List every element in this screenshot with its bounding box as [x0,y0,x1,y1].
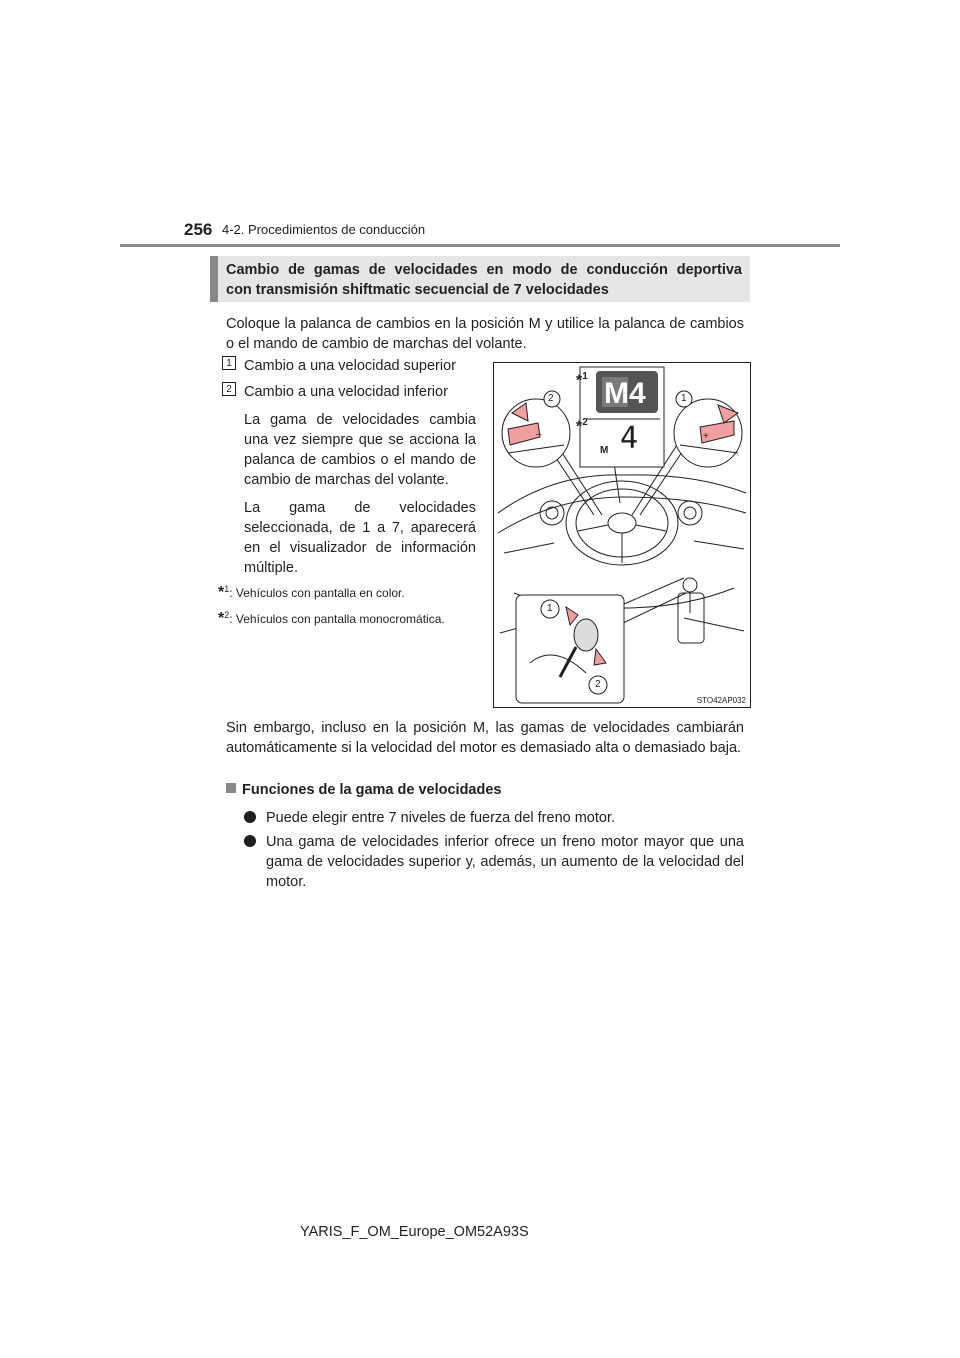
bullet-dot-icon [244,811,256,823]
bullet-text: Una gama de velocidades inferior ofrece un freno motor mayor que una gama de velocidades superior y, además, un aumento de la velocidad del motor. [266,834,744,890]
footnote-text: : Vehículos con pantalla monocromática. [229,612,445,626]
topic-title-line2: con transmisión shiftmatic secuencial de 7 velocidades [226,282,609,298]
topic-title-box [210,256,750,302]
star2-mark: * [576,418,583,436]
footnote-sup: 1 [224,584,230,594]
mono-display-mode: M [600,445,609,456]
bullet-text: Puede elegir entre 7 niveles de fuerza del freno motor. [266,810,616,826]
minus-label: – [536,429,542,440]
subsection-title: Funciones de la gama de velocidades [242,782,502,798]
footnote-1 [218,584,405,602]
star2-sup: 2 [582,417,588,428]
star1-sup: 1 [582,371,588,382]
shift-illustration [493,362,751,708]
color-display-gear: M4 [604,377,646,410]
star1-mark: * [576,372,583,390]
footnote-star: * [218,610,225,627]
item-text: Cambio a una velocidad superior [244,358,456,374]
star1 [576,371,588,390]
section-title: 4-2. Procedimientos de conducción [222,222,426,237]
topic-title-line1: Cambio de gamas de velocidades en modo de conducción deportiva [226,262,742,278]
subsection-heading [226,782,501,798]
item-number-badge: 2 [222,382,236,396]
figure-code: STO42AP032 [696,696,746,705]
item-number-badge: 1 [222,356,236,370]
page-number: 256 [184,220,213,239]
illustration-drawing [494,363,750,707]
topic-title [226,260,742,300]
footnote-text: : Vehículos con pantalla en color. [229,586,405,600]
lever-up-number: 1 [547,603,553,614]
lever-down-number: 2 [595,679,601,690]
list-item [244,808,744,828]
bullet-dot-icon [244,835,256,847]
title-accent-bar [210,256,218,302]
header-rule [120,244,840,247]
mono-display-gear: 4 [620,421,639,456]
description-1: La gama de velocidades cambia una vez siempre que se acciona la palanca de cambios o el mando de cambio de marchas del volante. [244,412,476,488]
footnote-star: * [218,584,225,601]
square-bullet-icon [226,783,236,793]
item-text: Cambio a una velocidad inferior [244,384,448,400]
callout-number: 1 [681,393,687,404]
callout-number: 2 [548,393,554,404]
plus-label: + [703,431,709,442]
body-paragraph: Sin embargo, incluso en la posición M, las gamas de velocidades cambiarán automáticamente si la velocidad del motor es demasiado alta o demasiado baja. [226,720,744,756]
star2 [576,417,588,436]
footnote-2 [218,610,445,628]
list-item [244,832,744,892]
footnote-sup: 2 [224,610,230,620]
intro-paragraph: Coloque la palanca de cambios en la posición M y utilice la palanca de cambios o el mando de cambio de marchas del volante. [226,316,744,352]
description-2: La gama de velocidades seleccionada, de 1 a 7, aparecerá en el visualizador de información múltiple. [244,500,476,576]
footer-doc-id: YARIS_F_OM_Europe_OM52A93S [300,1224,529,1240]
